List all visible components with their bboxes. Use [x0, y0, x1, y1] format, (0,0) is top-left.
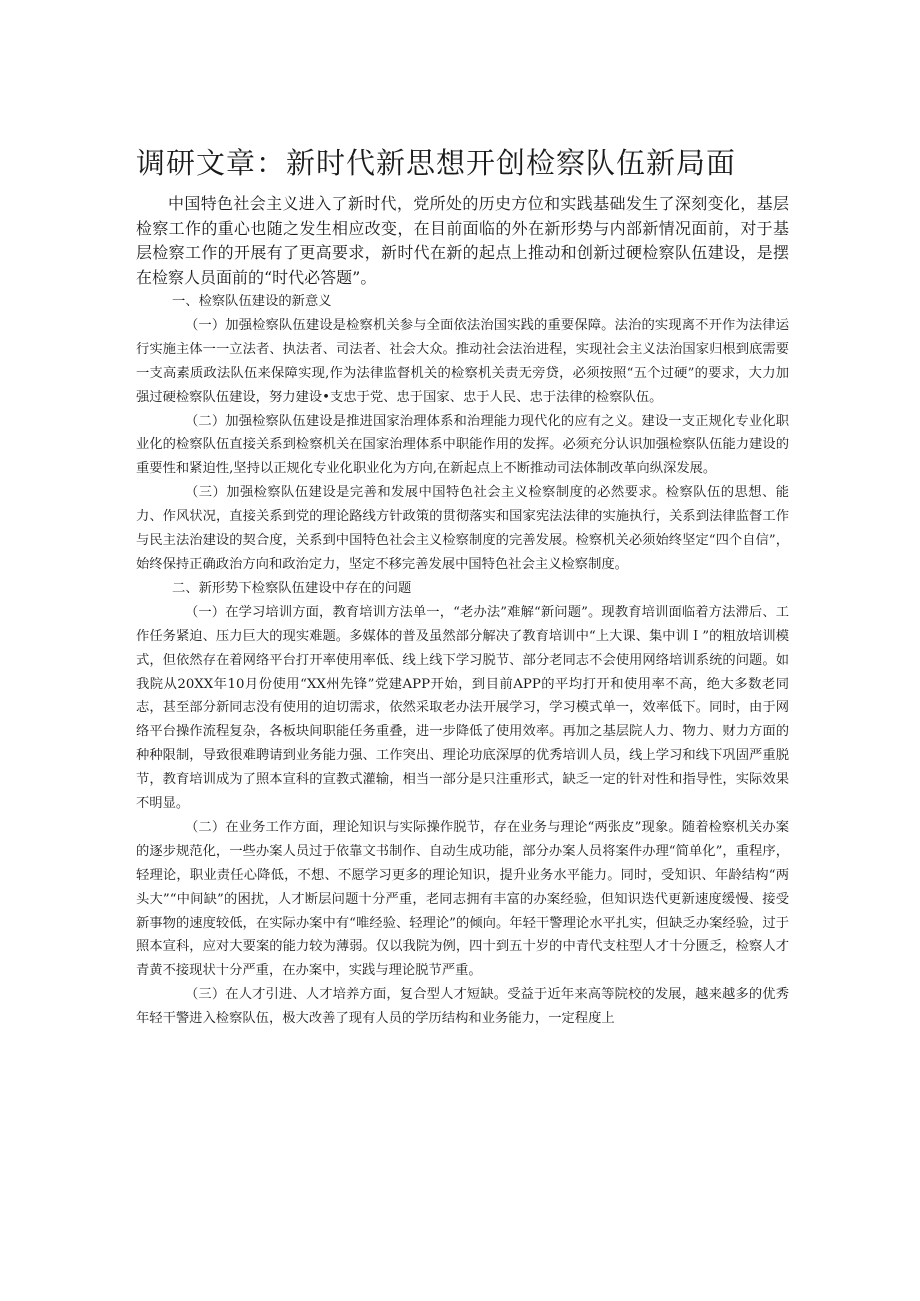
section-heading: 二、新形势下检察队伍建设中存在的问题	[172, 580, 412, 596]
intro-paragraph: 中国特色社会主义进入了新时代，党所处的历史方位和实践基础发生了深刻变化，基层检察工作的重心也随之发生相应改变，在目前面临的外在新形势与内部新情况面前，对于基层检察工作的开展有了更高要求，新时代在新的起点上推动和创新过硬检察队伍建设，是摆在检察人员面前的“时代必答题”。	[136, 194, 789, 287]
section-paragraph: （一）加强检察队伍建设是检察机关参与全面依法治国实践的重要保障。法治的实现离不开作为法律运行实施主体一一立法者、执法者、司法者、社会大众。推动社会法治进程，实现社会主义法治国家归根到底需要一支高素质政法队伍来保障实现,作为法律监督机关的检察机关责无旁贷，必须按照“五个过硬”的要求，大力加强过硬检察队伍建设，努力建设•支忠于党、忠于国家、忠于人民、忠于法律的检察队伍。	[136, 317, 789, 405]
document-title: 调研文章：新时代新思想开创检察队伍新局面	[136, 146, 737, 180]
section-paragraph: （二）在业务工作方面，理论知识与实际操作脱节，存在业务与理论“两张皮”现象。随着检察机关办案的逐步规范化，一些办案人员过于依靠文书制作、自动生成功能，部分办案人员将案件办理“简单化”，重程序，轻理论，职业责任心降低，不想、不愿学习更多的理论知识，提升业务水平能力。同时，受知识、年龄结构“两头大”“中间缺”的困扰，人才断层问题十分严重，老同志拥有丰富的办案经验，但知识迭代更新速度缓慢、接受新事物的速度较低，在实际办案中有“唯经验、轻理论”的倾向。年轻干警理论水平扎实，但缺乏办案经验，过于照本宣科，应对大要案的能力较为薄弱。仅以我院为例，四十到五十岁的中青代支柱型人才十分匮乏，检察人才青黄不接现状十分严重，在办案中，实践与理论脱节严重。	[136, 819, 789, 979]
section-paragraph: （二）加强检察队伍建设是推进国家治理体系和治理能力现代化的应有之义。建设一支正规化专业化职业化的检察队伍直接关系到检察机关在国家治理体系中职能作用的发挥。必须充分认识加强检察队伍能力建设的重要性和紧迫性,坚持以正规化专业化职业化为方向,在新起点上不断推动司法体制改革向纵深发展。	[136, 413, 789, 477]
section-paragraph: （三）加强检察队伍建设是完善和发展中国特色社会主义检察制度的必然要求。检察队伍的思想、能力、作风状况，直接关系到党的理论路线方针政策的贯彻落实和国家宪法法律的实施执行，关系到法律监督工作与民主法治建设的契合度，关系到中国特色社会主义检察制度的完善发展。检察机关必须始终坚定“四个自信”，始终保持正确政治方向和政治定力，坚定不移完善发展中国特色社会主义检察制度。	[136, 485, 789, 572]
document-body	[136, 192, 789, 1031]
section-paragraph: （一）在学习培训方面，教育培训方法单一，“老办法”难解“新问题”。现教育培训面临着方法滞后、工作任务紧迫、压力巨大的现实难题。多媒体的普及虽然部分解决了教育培训中“上大课、集中训Ｉ”的粗放培训模式，但依然存在着网络平台打开率使用率低、线上线下学习脱节、部分老同志不会使用网络培训系统的问题。如我院从20XX年10月份使用“XX州先锋”党建APP开始，到目前APP的平均打开和使用率不高，绝大多数老同志，甚至部分新同志没有使用的迫切需求，依然采取老办法开展学习，学习模式单一，效率低下。同时，由于网络平台操作流程复杂，各板块间职能任务重叠，进一步降低了使用效率。再加之基层院人力、物力、财力方面的种种限制，导致很难聘请到业务能力强、工作突出、理论功底深厚的优秀培训人员，线上学习和线下巩固严重脱节，教育培训成为了照本宣科的宣教式灌输，相当一部分是只注重形式，缺乏一定的针对性和指导性，实际效果不明显。	[136, 604, 789, 812]
section-heading: 一、检察队伍建设的新意义	[172, 294, 332, 309]
section-paragraph: （三）在人才引进、人才培养方面，复合型人才短缺。受益于近年来高等院校的发展，越来越多的优秀年轻干警进入检察队伍，极大改善了现有人员的学历结构和业务能力，一定程度上	[136, 987, 789, 1027]
